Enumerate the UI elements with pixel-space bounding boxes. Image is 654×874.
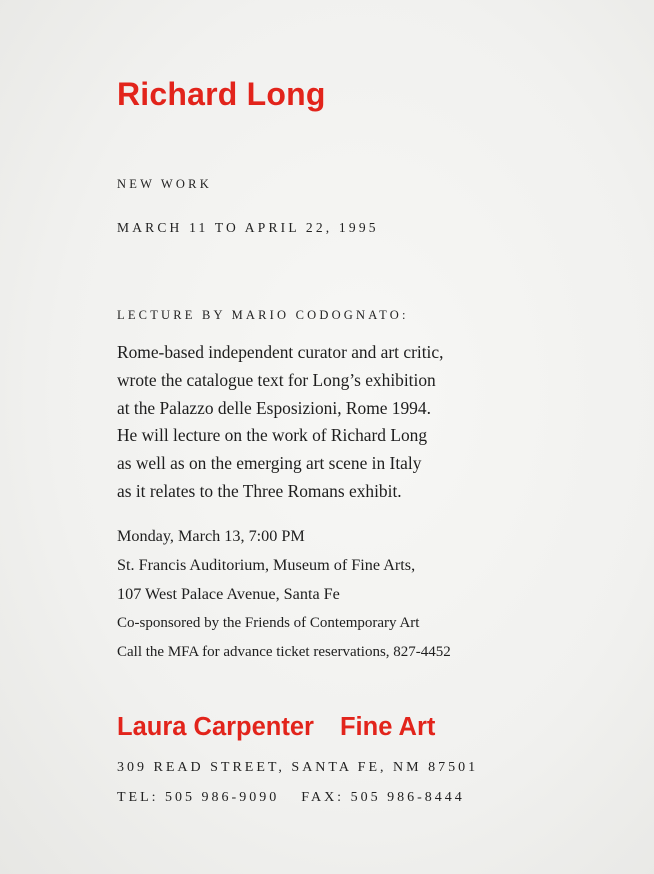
event-sponsor: Co-sponsored by the Friends of Contemporary Art	[117, 615, 420, 631]
gallery-name-primary: Laura Carpenter	[117, 713, 314, 741]
event-tickets: Call the MFA for advance ticket reservations, 827-4452	[117, 644, 451, 660]
gallery-address: 309 READ STREET, SANTA FE, NM 87501	[117, 760, 479, 775]
exhibition-dates: MARCH 11 TO APRIL 22, 1995	[117, 220, 379, 235]
lecture-line: at the Palazzo delle Esposizioni, Rome 1994.	[117, 397, 431, 418]
artist-name: Richard Long	[117, 76, 326, 112]
gallery-fax: FAX: 505 986-8444	[301, 790, 465, 805]
gallery-name-suffix: Fine Art	[339, 713, 436, 741]
exhibition-subtitle: NEW WORK	[117, 177, 212, 191]
lecture-line: He will lecture on the work of Richard Long	[117, 425, 428, 446]
lecture-line: wrote the catalogue text for Long’s exhibition	[117, 369, 436, 390]
lecture-description	[117, 339, 443, 506]
event-details	[117, 522, 451, 667]
event-street: 107 West Palace Avenue, Santa Fe	[117, 585, 340, 603]
lecture-line: as well as on the emerging art scene in Italy	[117, 453, 422, 474]
gallery-telephone: TEL: 505 986-9090	[117, 790, 280, 805]
event-venue: St. Francis Auditorium, Museum of Fine Arts,	[117, 556, 416, 574]
lecture-line: Rome-based independent curator and art critic,	[117, 342, 444, 362]
gallery-contact	[117, 790, 465, 806]
lecture-line: as it relates to the Three Romans exhibit.	[117, 480, 402, 501]
lecture-heading: LECTURE BY MARIO CODOGNATO:	[117, 308, 409, 322]
gallery-name	[117, 713, 435, 742]
event-datetime: Monday, March 13, 7:00 PM	[117, 527, 305, 545]
